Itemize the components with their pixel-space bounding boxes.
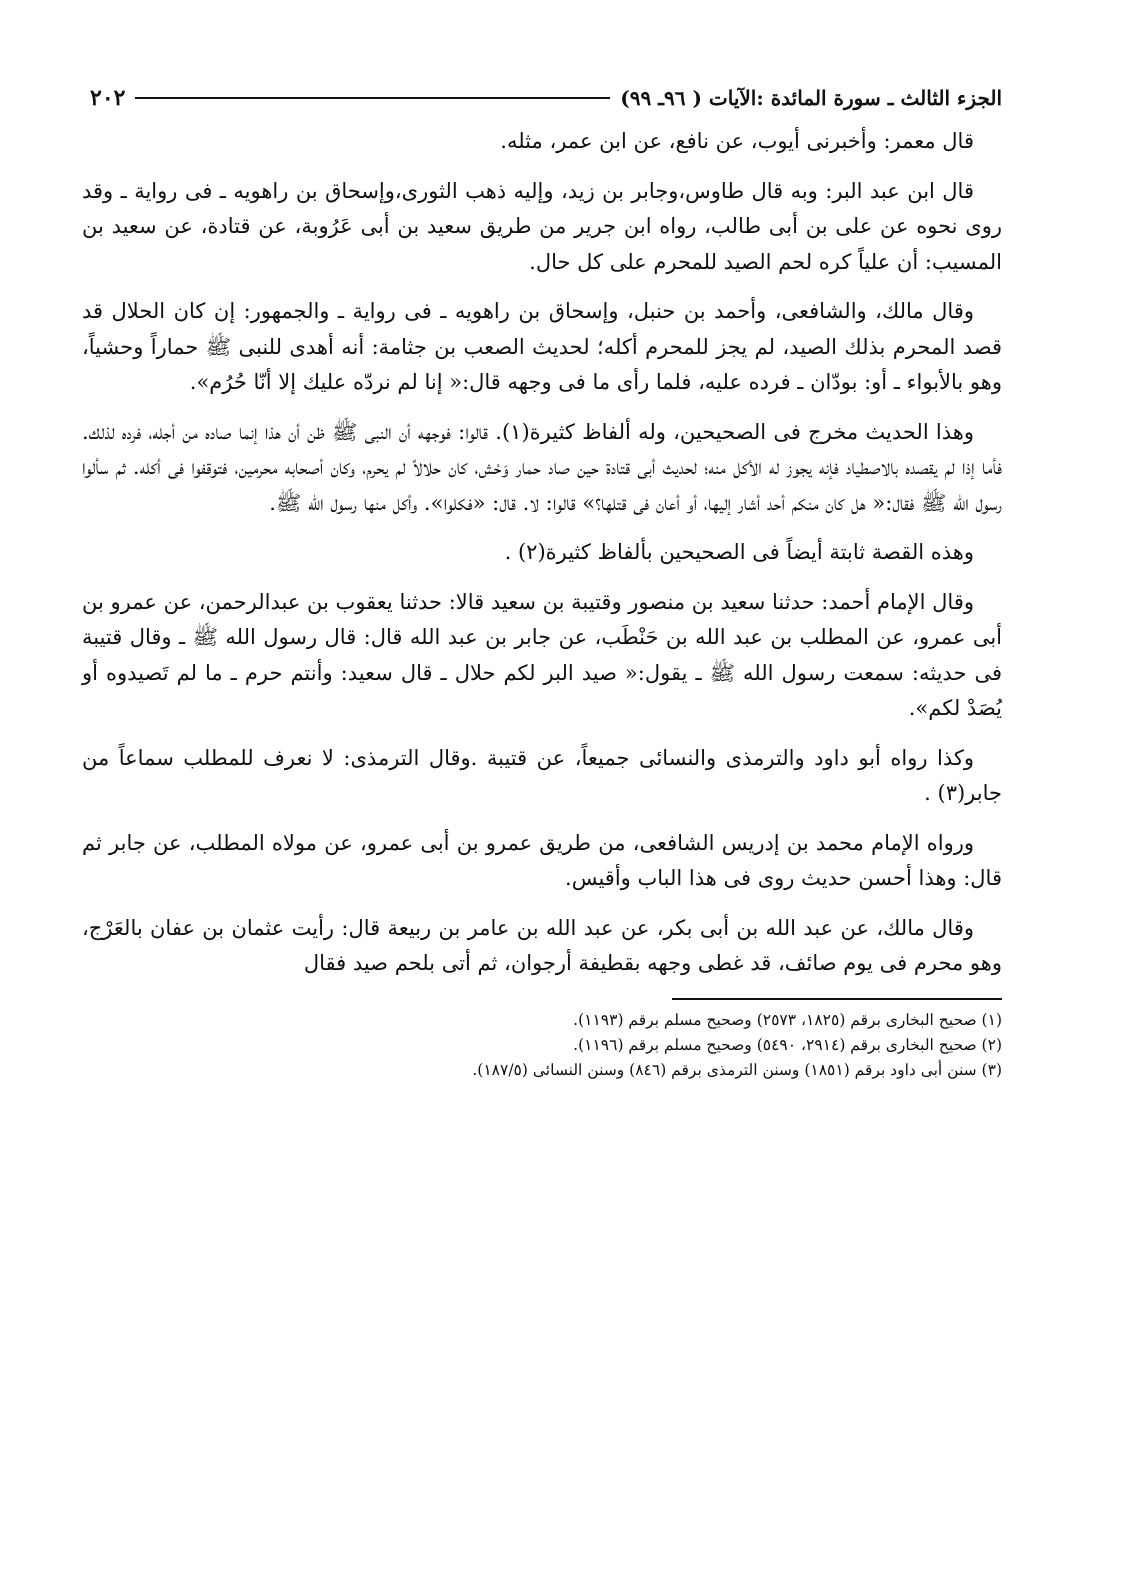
paragraph: وهذا الحديث مخرج فى الصحيحين، وله ألفاظ كثيرة(١). قالوا: فوجهه أن النبى ﷺ ظن أن هذا إنما صاده من أجله، فرده لذلك. فأما إذا لم يقصده بالاصطياد فإنه يجوز له الأكل منه؛ لحديث أبى قتادة حين صاد حمار وَحْش، كان حلالاً لم يحرم، وكان أصحابه محرمين، فتوقفوا فى أكله. ثم سألوا رسول الله ﷺ فقال:« هل كان منكم أحد أشار إليها، أو أعان فى قتلها؟» قالوا: لا. قال: «فكلوا». وأكل منها رسول الله ﷺ. [82,419,1002,515]
paragraph: وقال مالك، عن عبد الله بن أبى بكر، عن عبد الله بن عامر بن ربيعة قال: رأيت عثمان بن عفان بالعَرْج، وهو محرم فى يوم صائف، قد غطى وجهه بقطيفة أرجوان، ثم أتى بلحم صيد فقال [82,915,1002,975]
paragraph: وقال مالك، والشافعى، وأحمد بن حنبل، وإسحاق بن راهويه ـ فى رواية ـ والجمهور: إن كان الحلال قد قصد المحرم بذلك الصيد، لم يجز للمحرم أكله؛ لحديث الصعب بن جثامة: أنه أهدى للنبى ﷺ حماراً وحشياً، وهو بالأبواء ـ أو: بودّان ـ فرده عليه، فلما رأى ما فى وجهه قال:« إنا لم نردّه عليك إلا أنّا حُرُم». [82,299,1002,394]
page-number: ٢٠٢ [90,85,126,111]
main-text [82,124,1002,982]
paragraph: وكذا رواه أبو داود والترمذى والنسائى جميعاً، عن قتيبة .وقال الترمذى: لا نعرف للمطلب سماعاً من جابر(٣) . [82,745,1002,805]
header-rule [135,97,610,99]
footnote: (١) صحيح البخارى برقم (١٨٢٥، ٢٥٧٣) وصحيح مسلم برقم (١١٩٣). [573,1010,1002,1029]
header-title: الجزء الثالث ـ سورة المائدة :الآيات ( ٩٦ـ ٩٩) [620,86,1002,110]
footnote: (٢) صحيح البخارى برقم (٢٩١٤، ٥٤٩٠) وصحيح مسلم برقم (١١٩٦). [573,1035,1002,1054]
paragraph: قال معمر: وأخبرنى أيوب، عن نافع، عن ابن عمر، مثله. [500,129,974,153]
footnote-separator [672,998,1002,1000]
running-header [82,78,1002,118]
paragraph: قال ابن عبد البر: وبه قال طاوس،وجابر بن زيد، وإليه ذهب الثورى،وإسحاق بن راهويه ـ فى رواية ـ وقد روى نحوه عن على بن أبى طالب، رواه ابن جرير من طريق سعيد بن أبى عَرُوبة، عن قتادة، عن سعيد بن المسيب: أن علياً كره لحم الصيد للمحرم على كل حال. [82,178,1002,274]
footnote: (٣) سنن أبى داود برقم (١٨٥١) وسنن الترمذى برقم (٨٤٦) وسنن النسائى (١٨٧/٥). [472,1060,1002,1079]
footnotes [82,1008,1002,1083]
book-page [82,78,1002,1518]
paragraph: ورواه الإمام محمد بن إدريس الشافعى، من طريق عمرو بن أبى عمرو، عن مولاه المطلب، عن جابر ثم قال: وهذا أحسن حديث روى فى هذا الباب وأقيس. [82,830,1002,890]
paragraph: وقال الإمام أحمد: حدثنا سعيد بن منصور وقتيبة بن سعيد قالا: حدثنا يعقوب بن عبدالرحمن، عن عمرو بن أبى عمرو، عن المطلب بن عبد الله بن حَنْطَب، عن جابر بن عبد الله قال: قال رسول الله ﷺ ـ وقال قتيبة فى حديثه: سمعت رسول الله ﷺ ـ يقول:« صيد البر لكم حلال ـ قال سعيد: وأنتم حرم ـ ما لم تَصيدوه أو يُصَدْ لكم». [82,589,1002,720]
paragraph: وهذه القصة ثابتة أيضاً فى الصحيحين بألفاظ كثيرة(٢) . [504,540,974,564]
